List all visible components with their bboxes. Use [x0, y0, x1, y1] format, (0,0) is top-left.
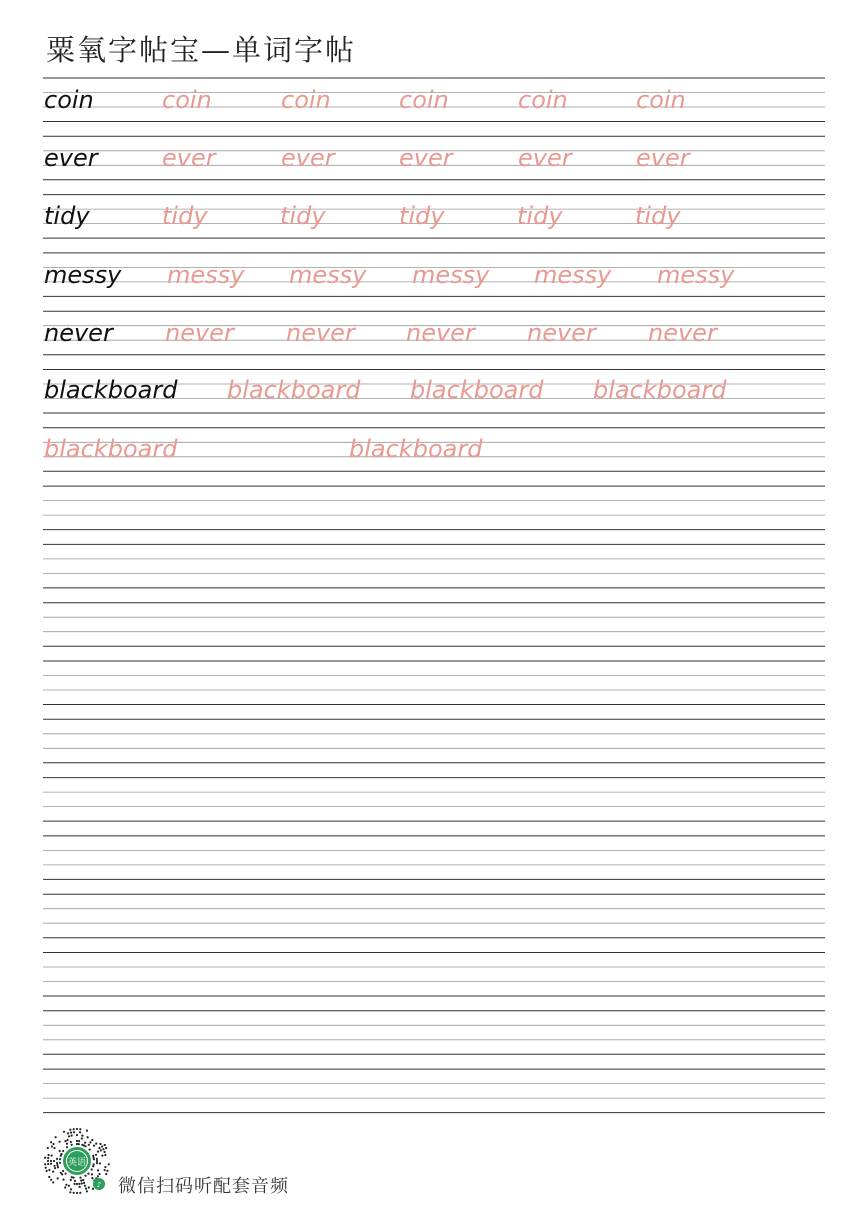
trace-word: ever [162, 144, 216, 172]
trace-word: never [527, 319, 596, 347]
trace-word: tidy [280, 202, 326, 230]
model-word: ever [44, 144, 98, 172]
trace-word: blackboard [593, 376, 727, 404]
trace-word: messy [657, 261, 735, 289]
trace-word: ever [281, 144, 335, 172]
trace-word: never [406, 319, 475, 347]
trace-word: messy [534, 261, 612, 289]
trace-word: never [648, 319, 717, 347]
trace-word: ever [636, 144, 690, 172]
model-word: tidy [44, 202, 90, 230]
trace-word: blackboard [410, 376, 544, 404]
footer-caption: 微信扫码听配套音频 [118, 1176, 289, 1197]
trace-word: tidy [399, 202, 445, 230]
model-word: blackboard [44, 376, 178, 404]
model-word: coin [44, 86, 94, 114]
page-title: 粟氧字帖宝—单词字帖 [46, 33, 357, 67]
trace-word: coin [518, 86, 568, 114]
audio-glyph: ♪ [96, 1181, 102, 1189]
trace-word: never [165, 319, 234, 347]
trace-word: ever [518, 144, 572, 172]
trace-word: tidy [635, 202, 681, 230]
model-word: never [44, 319, 113, 347]
model-word: messy [44, 261, 122, 289]
trace-word: coin [399, 86, 449, 114]
trace-word: ever [399, 144, 453, 172]
trace-word: blackboard [44, 435, 178, 463]
trace-word: coin [162, 86, 212, 114]
qr-badge-text: 英语 [67, 1158, 87, 1168]
trace-word: coin [281, 86, 331, 114]
qr-code-icon[interactable] [42, 1126, 112, 1196]
trace-word: blackboard [227, 376, 361, 404]
trace-word: messy [167, 261, 245, 289]
trace-word: messy [412, 261, 490, 289]
trace-word: tidy [517, 202, 563, 230]
trace-word: blackboard [349, 435, 483, 463]
trace-word: never [286, 319, 355, 347]
trace-word: messy [289, 261, 367, 289]
trace-word: coin [636, 86, 686, 114]
trace-word: tidy [162, 202, 208, 230]
